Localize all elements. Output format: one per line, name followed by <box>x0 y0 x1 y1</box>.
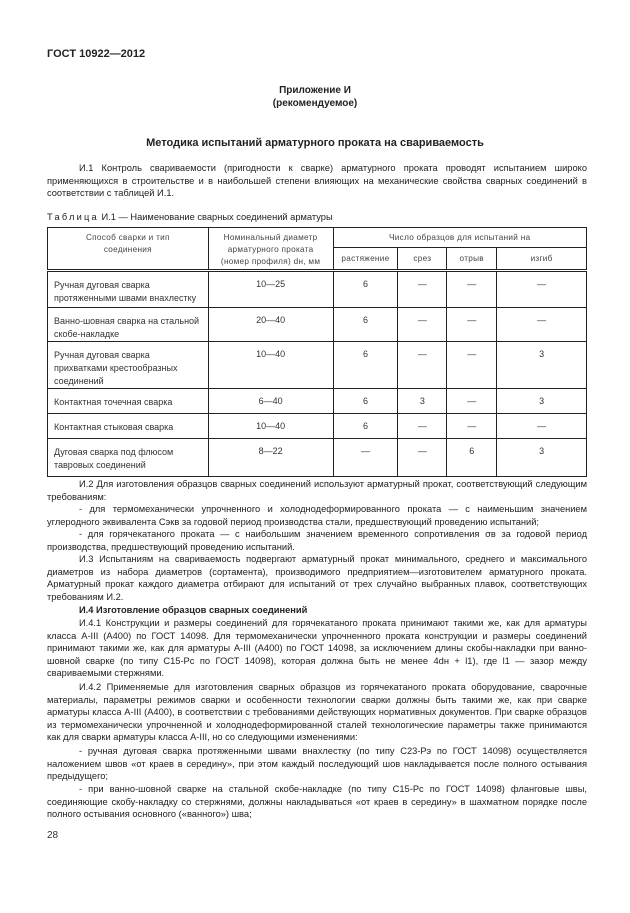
paragraph-i2: И.2 Для изготовления образцов сварных соединений используют арматурный прокат, соответствующий следующим требованиям: <box>47 479 587 502</box>
cell-tension: 6 <box>333 271 398 308</box>
cell-method: Ванно-шовная сварка на стальной скобе-накладке <box>48 308 209 342</box>
cell-method: Контактная стыковая сварка <box>48 414 209 439</box>
cell-shear: — <box>398 271 447 308</box>
cell-method: Контактная точечная сварка <box>48 389 209 414</box>
table-row <box>48 414 587 439</box>
cell-method: Дуговая сварка под флюсом тавровых соединений <box>48 439 209 477</box>
cell-pull: 6 <box>447 439 497 477</box>
cell-shear: — <box>398 439 447 477</box>
cell-bend: 3 <box>497 389 587 414</box>
cell-diameter: 10—40 <box>208 342 333 389</box>
header-diameter-text: Номинальный диаметр арматурного проката (номер профиля) dн, мм <box>220 233 321 266</box>
cell-tension: — <box>333 439 398 477</box>
cell-diameter: 20—40 <box>208 308 333 342</box>
table-row <box>48 308 587 342</box>
cell-pull: — <box>447 389 497 414</box>
heading-i4: И.4 Изготовление образцов сварных соединений <box>79 605 308 615</box>
cell-diameter: 10—25 <box>208 271 333 308</box>
welding-table <box>47 227 587 477</box>
table-caption-prefix: Таблица <box>47 212 99 222</box>
cell-pull: — <box>447 342 497 389</box>
header-pull: отрыв <box>447 248 497 271</box>
cell-diameter: 10—40 <box>208 414 333 439</box>
cell-bend: — <box>497 271 587 308</box>
cell-pull: — <box>447 414 497 439</box>
paragraph-i41: И.4.1 Конструкции и размеры соединений для горячекатаного проката принимают такими же, как для арматуры класса А-III (А400) по ГОСТ 14098. Для термомеханически упрочненного проката конструкции и размеры соединений принимают такими же, как для арматуры А-III (А400) по ГОСТ 14098, за исключением длины скобы-накладки при ванно-шовной сварке (по типу С15-Рс по ГОСТ 14098), которая должна быть не менее 4dн + l1), где l1 — зазор между свариваемыми стержнями. <box>47 618 587 679</box>
table-row <box>48 342 587 389</box>
cell-bend: — <box>497 414 587 439</box>
appendix-subtitle: (рекомендуемое) <box>272 98 358 109</box>
cell-diameter: 6—40 <box>208 389 333 414</box>
cell-pull: — <box>447 271 497 308</box>
cell-method: Ручная дуговая сварка протяженными швами внахлестку <box>48 271 209 308</box>
table-caption-text: И.1 — Наименование сварных соединений арматуры <box>101 212 333 222</box>
page-number: 28 <box>47 830 59 841</box>
table-row <box>48 439 587 477</box>
table-caption <box>47 212 333 222</box>
cell-shear: — <box>398 414 447 439</box>
cell-tension: 6 <box>333 342 398 389</box>
header-method: Способ сварки и тип соединения <box>48 228 209 271</box>
cell-bend: 3 <box>497 439 587 477</box>
paragraph-i42: И.4.2 Применяемые для изготовления сварных образцов из горячекатаного проката оборудование, сварочные материалы, параметры режимов сварки и особенности технологии сварки должны быть такими же, как при сварке арматуры класса А-III (А400), в соответствии с требованиями действующих нормативных документов. При сварке образцов из термомеханически упрочненной и холоднодеформированной сталей технологические параметры также принимаются как для сварки арматуры класса А-III, но со следующими изменениями: <box>47 682 587 743</box>
header-tension: растяжение <box>333 248 398 271</box>
header-bend: изгиб <box>497 248 587 271</box>
cell-bend: 3 <box>497 342 587 389</box>
table-row <box>48 271 587 308</box>
cell-bend: — <box>497 308 587 342</box>
section-title: Методика испытаний арматурного проката на свариваемость <box>146 137 484 149</box>
header-shear: срез <box>398 248 447 271</box>
header-diameter <box>208 228 333 271</box>
paragraph-i3: И.3 Испытаниям на свариваемость подвергают арматурный прокат минимального, среднего и максимального диаметров из набора диаметров (сортамента), производимого предприятием—изготовителем арматурного проката. Арматурный прокат каждого диаметра отбирают для испытаний от трех случайно выбранных плавок, соответствующих требованиям И.2. <box>47 554 587 602</box>
paragraph-i2-item-b: - для горячекатаного проката — с наибольшим значением временного сопротивления σв за годовой период производства, предшествующий проведению испытаний. <box>47 529 587 552</box>
appendix-title: Приложение И <box>279 85 351 96</box>
cell-method: Ручная дуговая сварка прихватками крестообразных соединений <box>48 342 209 389</box>
table-row <box>48 389 587 414</box>
cell-shear: — <box>398 342 447 389</box>
document-id: ГОСТ 10922—2012 <box>47 48 146 60</box>
cell-shear: — <box>398 308 447 342</box>
cell-diameter: 8—22 <box>208 439 333 477</box>
cell-pull: — <box>447 308 497 342</box>
cell-tension: 6 <box>333 389 398 414</box>
cell-shear: 3 <box>398 389 447 414</box>
header-samples-group: Число образцов для испытаний на <box>333 228 587 248</box>
paragraph-i1: И.1 Контроль свариваемости (пригодности к сварке) арматурного проката проводят испытанием широко применяющихся в строительстве и в наибольшей степени влияющих на механические свойства сварных соединений в соответствии с таблицей И.1. <box>47 163 587 199</box>
cell-tension: 6 <box>333 414 398 439</box>
cell-tension: 6 <box>333 308 398 342</box>
paragraph-i42-item-a: - ручная дуговая сварка протяженными швами внахлестку (по типу С23-Рэ по ГОСТ 14098) осуществляется наложением швов «от краев в середину», при этом каждый последующий шов накладывается после полного остывания предыдущего; <box>47 746 587 782</box>
paragraph-i2-item-a: - для термомеханически упрочненного и холоднодеформированного проката — с наименьшим значением углеродного эквивалента Сэкв за годовой период производства стали, предшествующий проведению испытаний; <box>47 504 587 527</box>
paragraph-i42-item-b: - при ванно-шовной сварке на стальной скобе-накладке (по типу С15-Рс по ГОСТ 14098) фланговые швы, соединяющие скобу-накладку со стержнями, должны накладываться «от краев в середину» в шахматном порядке после полного остывания основного («ванного») шва; <box>47 784 587 820</box>
